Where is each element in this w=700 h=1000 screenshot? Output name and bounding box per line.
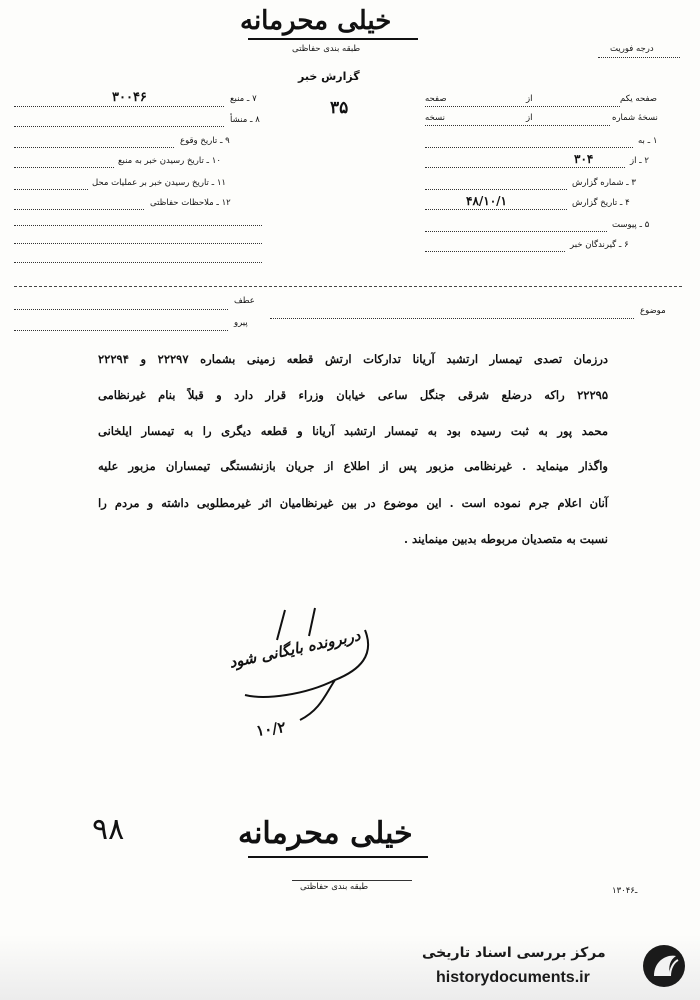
field-security-notes-line-2 [14, 225, 262, 226]
field-security-notes-line-3 [14, 243, 262, 244]
field-security-notes-label: ۱۲ ـ ملاحظات حفاظتی [150, 198, 231, 208]
field-report-date-label: ۴ ـ تاریخ گزارش [572, 198, 630, 208]
priority-line [598, 57, 680, 58]
body-line-3: محمد پور به ثبت رسیده بود به تیمسار ارتشبد آریانا و قطعه دیگری را به تیمسار ایلخانی [98, 424, 608, 438]
page-label: صفحه یکم [620, 94, 657, 104]
page-unit: صفحه [425, 94, 447, 104]
field-from-line [425, 167, 625, 168]
watermark-archive-name: مرکز بررسی اسناد تاریخی [422, 945, 606, 961]
body-line-4: واگذار مینماید . غیرنظامی مزبور پس از اطلاع از جریان بازنشستگی تیمساران مزبور علیه [98, 459, 608, 473]
field-report-number-label: ۳ ـ شماره گزارش [572, 178, 636, 188]
bottom-caption-line [292, 880, 412, 881]
subject-line [270, 318, 634, 319]
field-received-source-label: ۱۰ ـ تاریخ رسیدن خبر به منبع [118, 156, 221, 166]
field-received-source-line [14, 167, 114, 168]
follow-line [14, 330, 228, 331]
field-source-label: ۷ ـ منبع [230, 94, 257, 104]
field-report-date-line [425, 209, 567, 210]
field-occurrence-date-label: ۹ ـ تاریخ وقوع [180, 136, 230, 146]
field-to-label: ۱ ـ به [638, 136, 658, 146]
field-from-label: ۲ ـ از [630, 156, 649, 166]
follow-label: پیرو [234, 318, 248, 328]
field-report-date-value: ۴۸/۱۰/۱ [466, 194, 507, 208]
handwritten-filing-note: دربرونده بایگانی شود [227, 626, 362, 672]
page-of: از [526, 94, 533, 104]
field-recipients-line [425, 251, 565, 252]
top-stamp-underline [248, 38, 418, 40]
handwritten-signature-number: ۱۰/۲ [254, 718, 287, 740]
copy-unit: نسخه [425, 113, 445, 123]
bottom-classification-caption: طبقه بندی حفاظتی [300, 882, 369, 892]
subject-label: موضوع [640, 306, 666, 316]
bottom-classification-stamp: خیلی محرمانه [238, 816, 413, 851]
field-recipients-label: ۶ ـ گیرندگان خبر [570, 240, 629, 250]
field-report-number-line [425, 189, 567, 190]
field-to-line [425, 147, 633, 148]
field-from-value: ۳۰۴ [574, 152, 594, 166]
body-line-6: نسبت به متصدیان مربوطه بدبین مینمایند . [404, 532, 608, 546]
copy-of: از [526, 113, 533, 123]
field-security-notes-line-4 [14, 262, 262, 263]
bottom-stamp-underline [248, 856, 428, 858]
body-line-1: درزمان تصدی تیمسار ارتشبد آریانا تدارکات ارتش قطعه زمینی بشماره ۲۲۲۹۷ و ۲۲۲۹۴ [98, 352, 608, 366]
field-attachment-line [425, 231, 607, 232]
copy-label: نسخهٔ شماره [612, 113, 658, 123]
field-security-notes-line [14, 209, 144, 210]
field-origin-label: ۸ ـ منشأ [230, 115, 260, 125]
form-title: گزارش خبر [298, 70, 360, 83]
handwritten-page-number: ۹۸ [92, 812, 125, 847]
top-classification-caption: طبقه بندی حفاظتی [292, 44, 361, 54]
field-attachment-label: ۵ ـ پیوست [612, 220, 650, 230]
handwritten-header-number: ۳۵ [330, 98, 349, 118]
ref-line [14, 309, 228, 310]
field-received-ops-line [14, 189, 88, 190]
field-source-line [14, 106, 224, 107]
form-code: ۱۳۰ـ۴۶ [612, 886, 638, 896]
body-line-5: آنان اعلام جرم نموده است . این موضوع در بین غیرنظامیان اثر غیرمطلوبی داشته و مردم را [98, 496, 608, 510]
field-origin-line [14, 126, 224, 127]
field-occurrence-date-line [14, 147, 174, 148]
signature-stroke [225, 600, 385, 740]
copy-line [425, 125, 610, 126]
archive-logo-icon [640, 942, 688, 990]
body-line-2: ۲۲۲۹۵ راکه درضلع شرقی جنگل ساعی خیابان وزراء قرار دارد و قبلاً بنام غیرنظامی [98, 388, 608, 402]
header-divider [14, 286, 682, 287]
field-source-value: ۳۰۰۴۶ [112, 90, 147, 105]
watermark-url: historydocuments.ir [436, 969, 590, 986]
top-classification-stamp: خیلی محرمانه [240, 6, 392, 36]
ref-label: عطف [234, 296, 255, 306]
page-line [425, 106, 620, 107]
priority-label: درجه فوریت [610, 44, 654, 54]
field-received-ops-label: ۱۱ ـ تاریخ رسیدن خبر بر عملیات محل [92, 178, 226, 188]
